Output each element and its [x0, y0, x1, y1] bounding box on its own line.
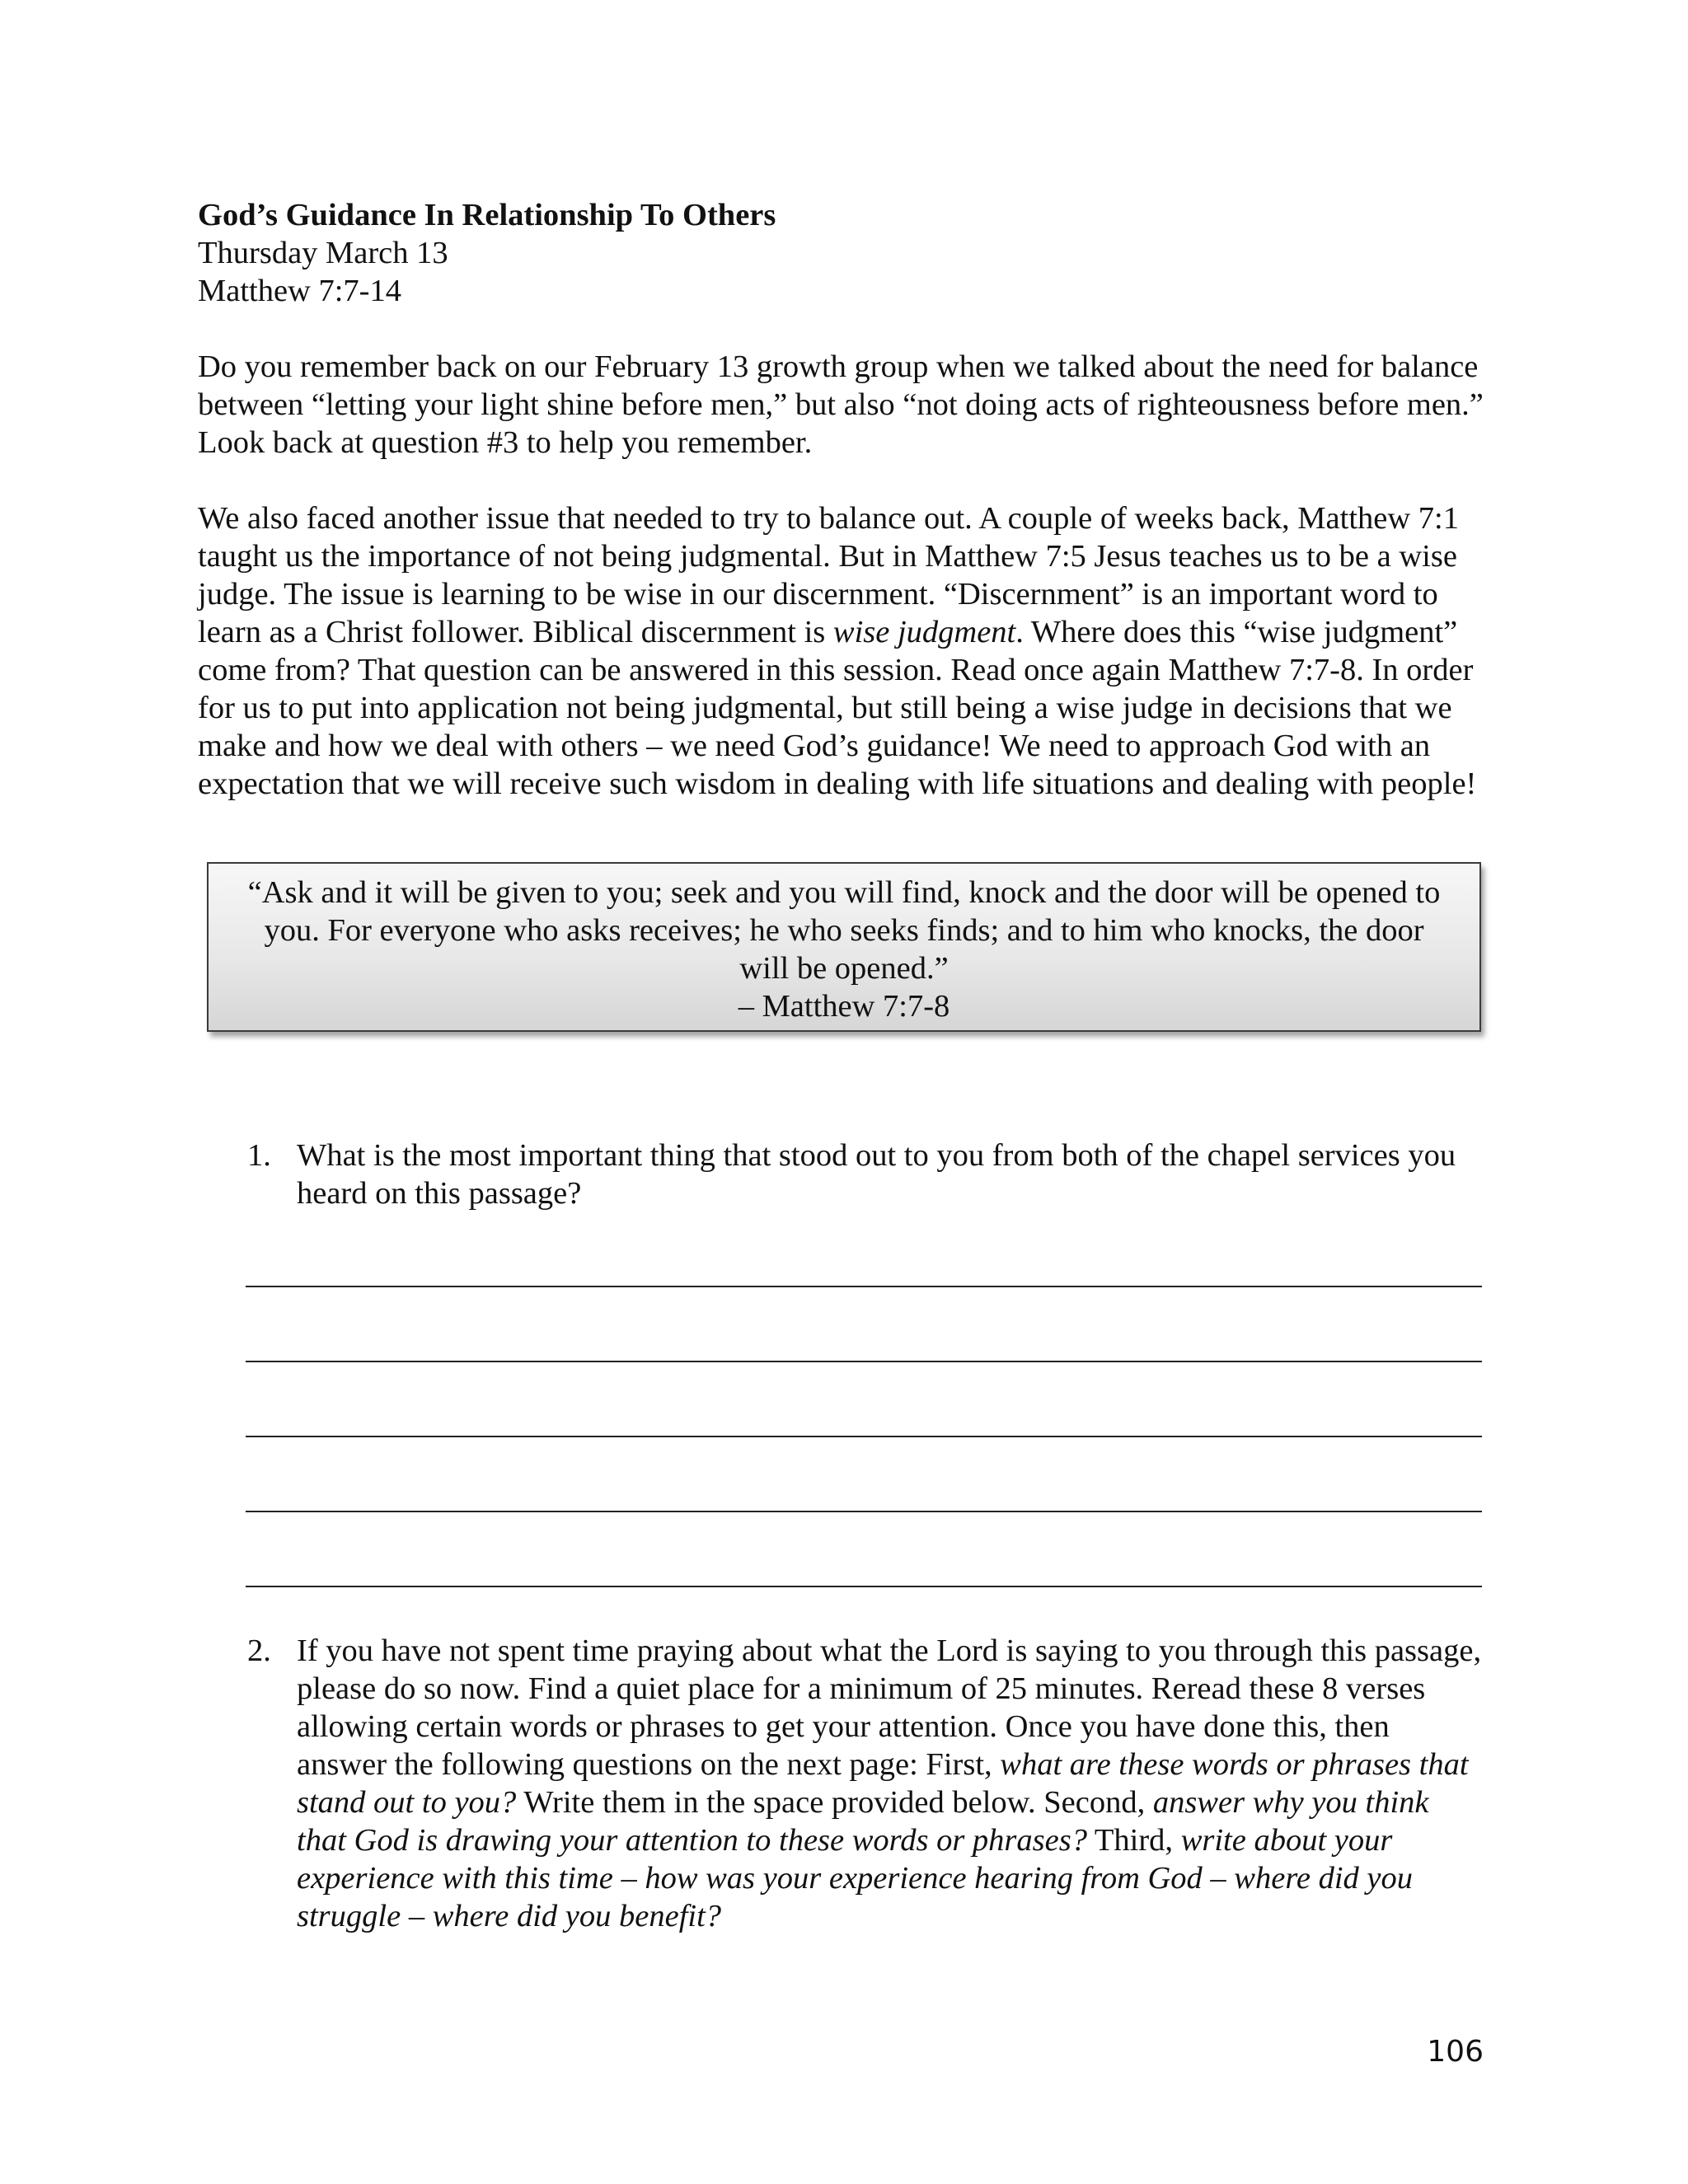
question-2: [247, 1632, 1484, 1935]
intro-paragraph-2-part-a: We also faced another issue that needed to try to balance out. A couple of weeks back, Matthew 7:1 taught us the importance of not being judgmental. But in Matthew 7:5 Jesus teaches us to be a wise judge. The issue is learning to be wise in our discernment. “Discernment” is an important word to learn as a Christ follower. Biblical discernment is: [198, 501, 1459, 649]
question-2-italic-2: answer why you think that God is drawing your attention to these words or phrases?: [297, 1785, 1429, 1858]
scripture-quote-box: [207, 862, 1481, 1032]
page-number: 106: [1427, 2035, 1484, 2069]
question-2-text-part-1: If you have not spent time praying about what the Lord is saying to you through this passage, please do so now. Find a quiet place for a minimum of 25 minutes. Reread these 8 verses allowing certain words or phrases to get your attention. Once you have done this, then answer the following questions on the next page: First,: [297, 1633, 1482, 1782]
intro-paragraph-2-part-b: . Where does this “wise judgment” come from? That question can be answered in this session. Read once again Matthew 7:7-8. In order for us to put into application not being judgmental, but still being a wise judge in decisions that we make and how we deal with others – we need God’s guidance! We need to approach God with an expectation that we will receive such wisdom in dealing with life situations and dealing with people!: [198, 615, 1477, 801]
page-title: God’s Guidance In Relationship To Others: [198, 198, 776, 232]
question-1-number: 1.: [247, 1138, 271, 1173]
intro-paragraph-2: [198, 499, 1484, 803]
question-2-italic-3: write about your experience with this time – how was your experience hearing from God – where did you struggle – where did you benefit?: [297, 1823, 1414, 1933]
question-2-italic-1: what are these words or phrases that stand out to you?: [297, 1747, 1469, 1820]
question-1-text: What is the most important thing that stood out to you from both of the chapel services you heard on this passage?: [297, 1138, 1456, 1211]
question-2-text-part-2: Write them in the space provided below. Second,: [516, 1785, 1153, 1820]
answer-line[interactable]: [246, 1436, 1482, 1437]
answer-line[interactable]: [246, 1286, 1482, 1287]
intro-paragraph-1: Do you remember back on our February 13 growth group when we talked about the need for balance between “letting your light shine before men,” but also “not doing acts of righteousness before men.” Look back at question #3 to help you remember.: [198, 349, 1484, 460]
main-content: [198, 196, 1484, 803]
answer-line[interactable]: [246, 1361, 1482, 1362]
answer-line[interactable]: [246, 1586, 1482, 1587]
scripture-reference: Matthew 7:7-14: [198, 274, 401, 308]
question-1: [247, 1137, 1484, 1212]
session-date: Thursday March 13: [198, 236, 448, 270]
answer-line[interactable]: [246, 1511, 1482, 1512]
question-2-text-part-3: Third,: [1086, 1823, 1181, 1858]
question-2-number: 2.: [247, 1633, 271, 1668]
intro-paragraph-2-italic: wise judgment: [832, 615, 1016, 649]
quote-citation: – Matthew 7:7-8: [738, 989, 950, 1024]
question-2-text: [297, 1632, 1484, 1935]
quote-text: “Ask and it will be given to you; seek and you will find, knock and the door will be opened to you. For everyone who asks receives; he who seeks finds; and to him who knocks, the door will be opened.”: [247, 875, 1441, 986]
